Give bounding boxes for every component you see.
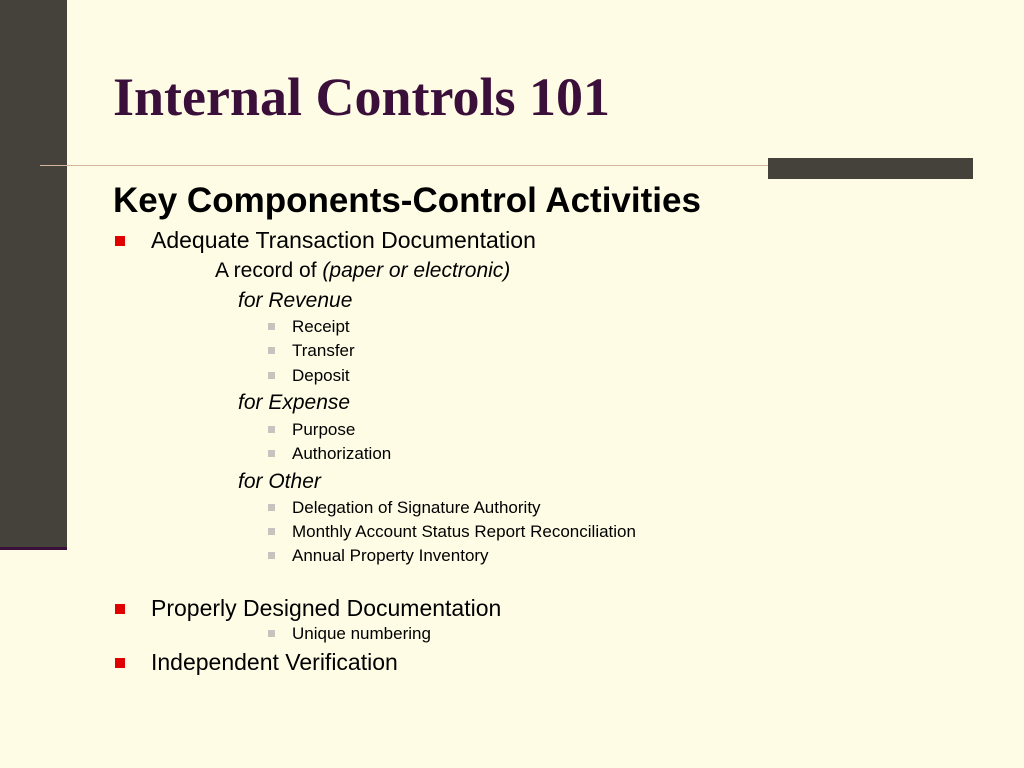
left-decorative-bar (0, 0, 67, 550)
expense-heading: for Expense (238, 391, 351, 414)
square-bullet-icon (268, 426, 275, 433)
list-item-unique-numbering (292, 623, 431, 645)
bullet-item-1 (151, 226, 536, 254)
list-item-text: Transfer (292, 341, 355, 360)
square-bullet-icon (268, 528, 275, 535)
square-bullet-icon (115, 604, 125, 614)
list-item-text: Unique numbering (292, 624, 431, 643)
list-item-revenue-transfer (292, 340, 355, 362)
list-item-other-delegation (292, 497, 541, 519)
bullet-item-3-text: Independent Verification (151, 649, 398, 675)
list-item-revenue-deposit (292, 365, 350, 387)
other-heading: for Other (238, 470, 321, 493)
list-item-text: Monthly Account Status Report Reconciliation (292, 522, 636, 541)
right-decorative-bar (768, 158, 973, 179)
record-line (215, 258, 510, 284)
list-item-text: Deposit (292, 366, 350, 385)
square-bullet-icon (268, 347, 275, 354)
list-item-expense-authorization (292, 443, 391, 465)
list-item-text: Annual Property Inventory (292, 546, 489, 565)
list-item-text: Receipt (292, 317, 350, 336)
square-bullet-icon (115, 236, 125, 246)
square-bullet-icon (268, 552, 275, 559)
list-item-text: Authorization (292, 444, 392, 463)
square-bullet-icon (268, 323, 275, 330)
slide-subtitle: Key Components-Control Activities (113, 181, 701, 220)
square-bullet-icon (268, 630, 275, 637)
bullet-item-1-text: Adequate Transaction Documentation (151, 227, 536, 253)
record-prefix: A record of (215, 259, 323, 282)
square-bullet-icon (268, 450, 275, 457)
list-item-other-inventory (292, 545, 489, 567)
square-bullet-icon (268, 372, 275, 379)
slide-title: Internal Controls 101 (113, 67, 611, 127)
square-bullet-icon (268, 504, 275, 511)
list-item-expense-purpose (292, 419, 355, 441)
bullet-item-2-text: Properly Designed Documentation (151, 595, 502, 621)
list-item-text: Delegation of Signature Authority (292, 498, 541, 517)
list-item-text: Purpose (292, 420, 356, 439)
bullet-item-3 (151, 648, 398, 676)
bullet-item-2 (151, 594, 501, 622)
title-divider (40, 165, 770, 166)
list-item-other-reconciliation (292, 521, 636, 543)
square-bullet-icon (115, 658, 125, 668)
list-item-revenue-receipt (292, 316, 350, 338)
record-italic: (paper or electronic) (322, 259, 511, 282)
revenue-heading: for Revenue (238, 289, 353, 312)
